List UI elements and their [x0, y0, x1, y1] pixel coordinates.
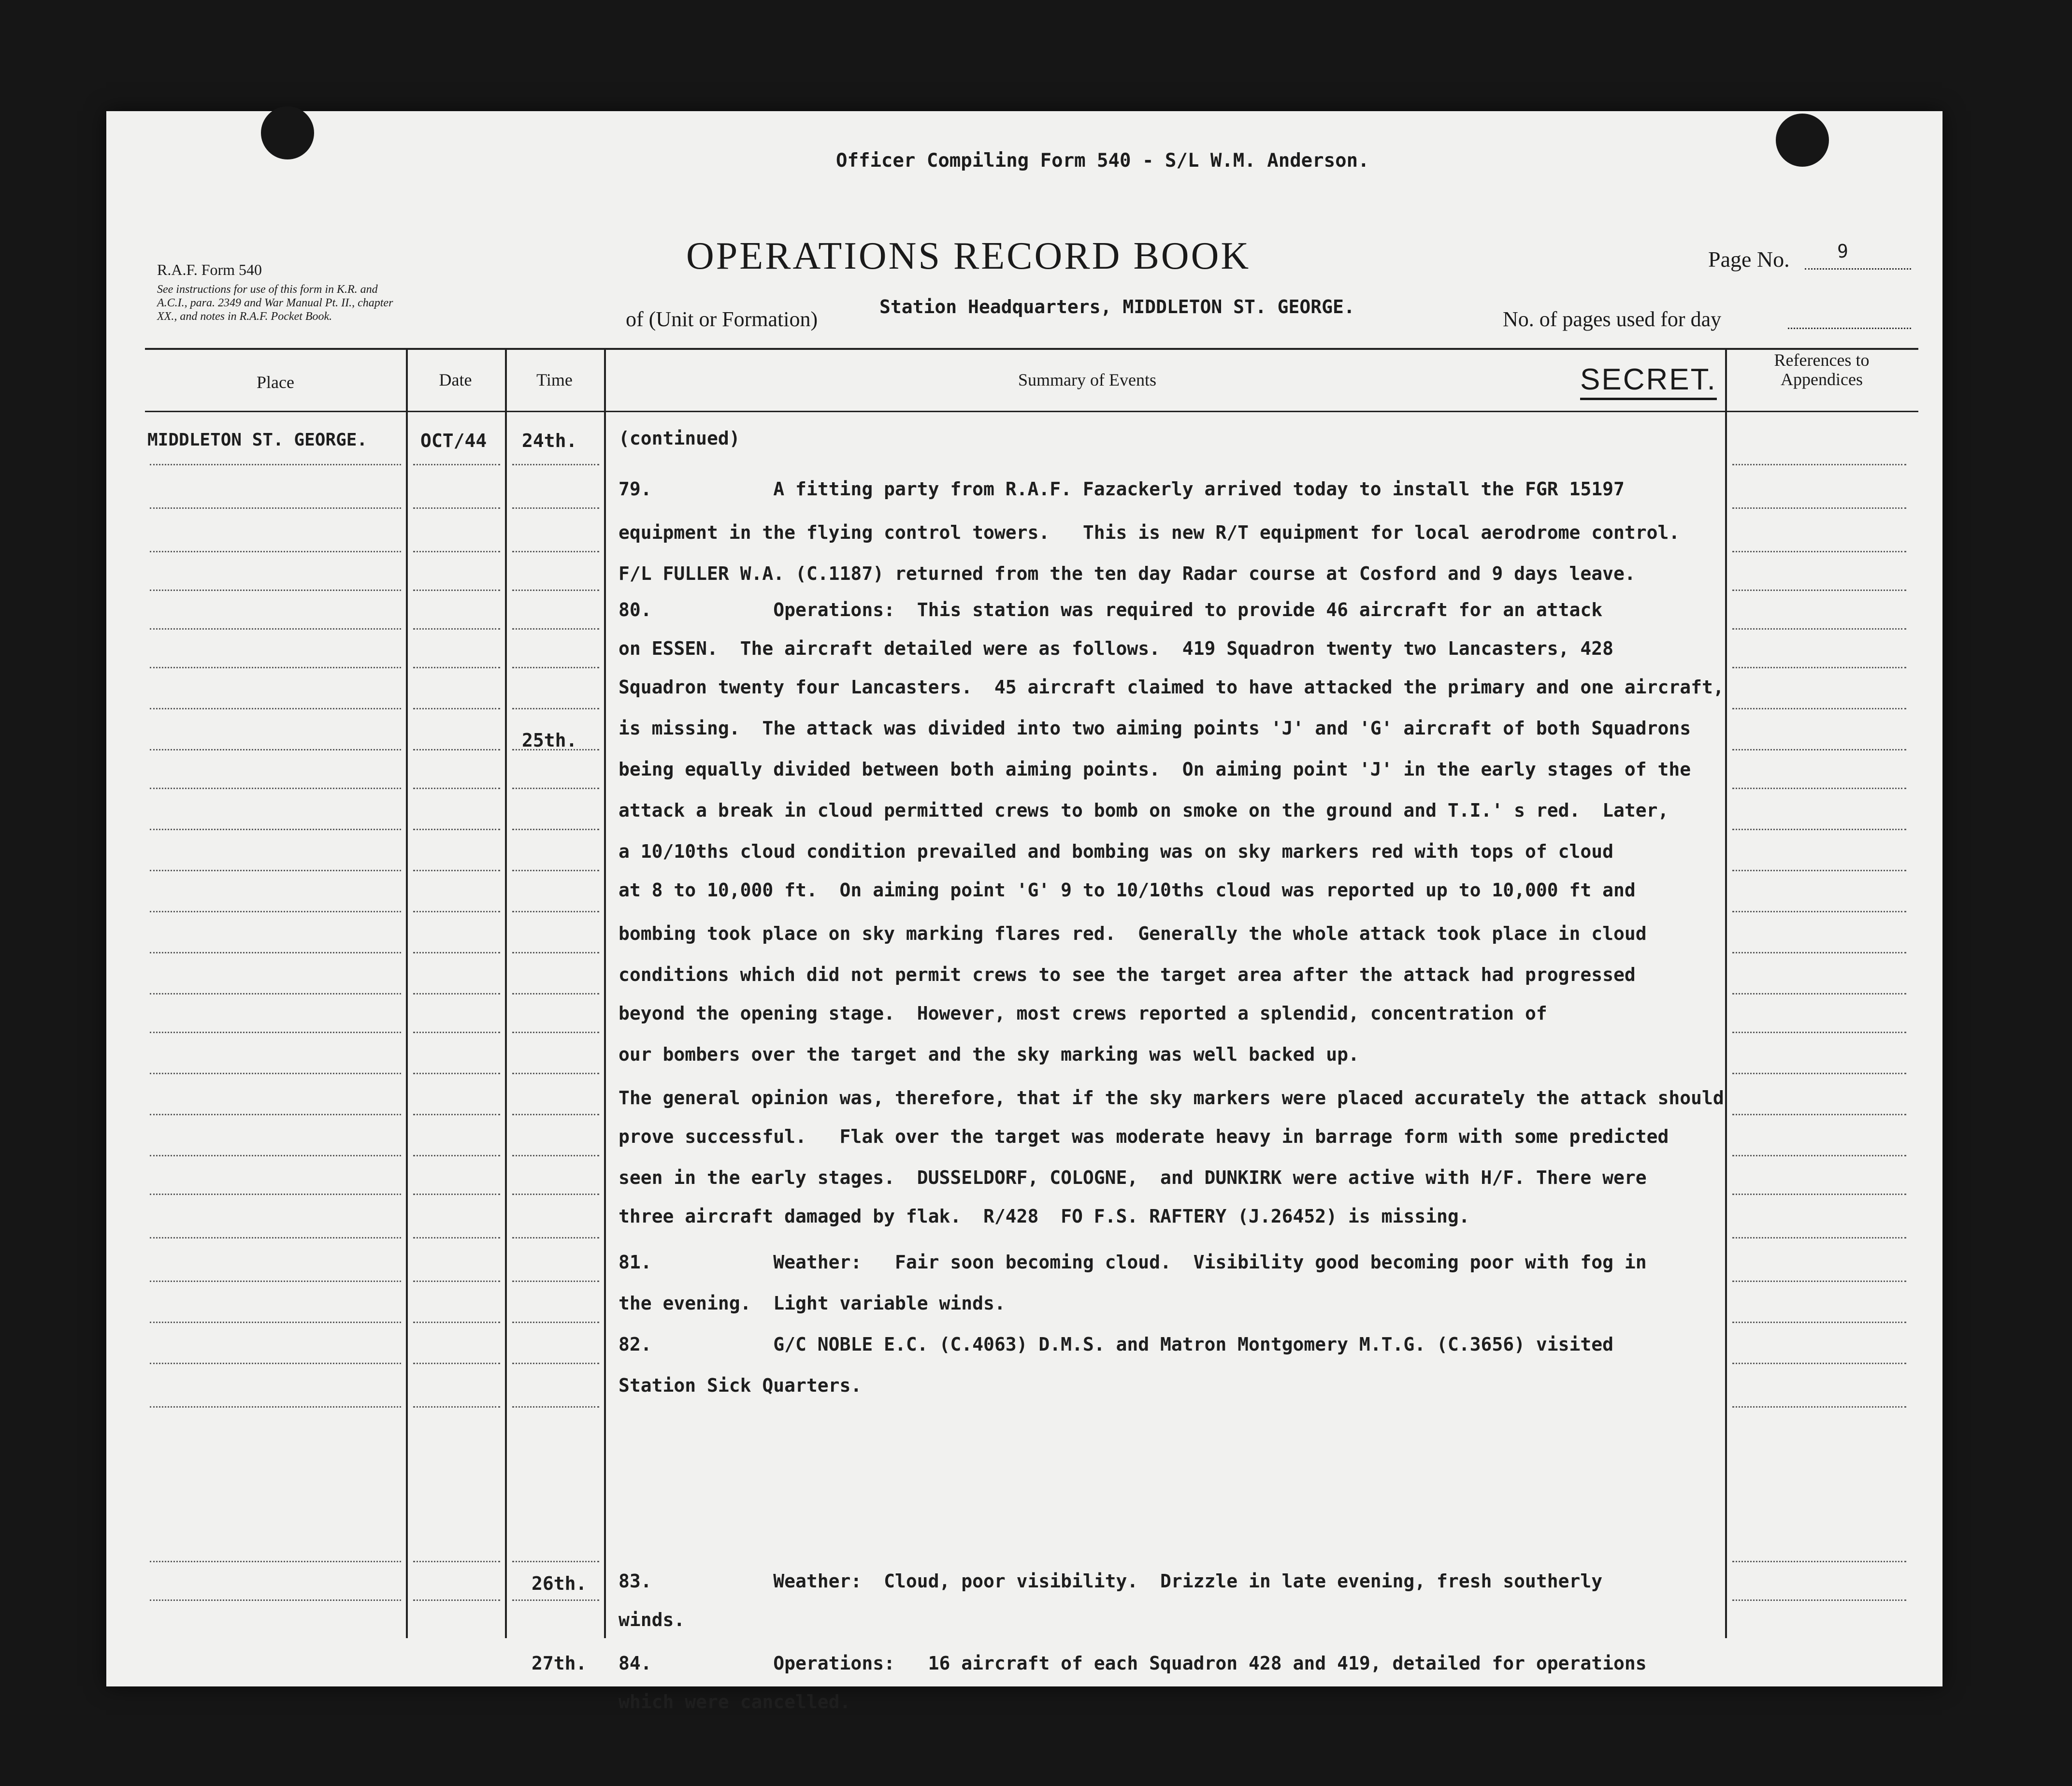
ruled-line [512, 590, 599, 591]
ruled-line [150, 628, 401, 630]
summary-line: prove successful. Flak over the target was moderate heavy in barrage form with some predicted [619, 1126, 1669, 1147]
header-date: Date [439, 370, 472, 389]
ruled-line [512, 1155, 599, 1156]
ruled-line [1732, 590, 1906, 591]
ruled-line [413, 1237, 500, 1239]
summary-line: equipment in the flying control towers. This is new R/T equipment for local aerodrome control. [619, 522, 1680, 543]
ruled-line [512, 464, 599, 465]
ruled-line [150, 788, 401, 789]
time-cell-26: 26th. [532, 1573, 587, 1594]
ruled-line [150, 1599, 401, 1601]
ruled-line [150, 1194, 401, 1195]
summary-line: 84. Operations: 16 aircraft of each Squadron 428 and 419, detailed for operations [619, 1653, 1647, 1674]
summary-line: 81. Weather: Fair soon becoming cloud. Visibility good becoming poor with fog in [619, 1252, 1647, 1273]
ruled-line [413, 749, 500, 750]
ruled-line [413, 551, 500, 552]
col-rule-summary [604, 348, 606, 1638]
ruled-line [150, 952, 401, 953]
ruled-line [1732, 1237, 1906, 1239]
events-table [145, 348, 1918, 1713]
ruled-line [413, 708, 500, 709]
ruled-line [1732, 952, 1906, 953]
ruled-line [150, 1363, 401, 1364]
ruled-line [1732, 1032, 1906, 1033]
ruled-line [1732, 551, 1906, 552]
summary-line: seen in the early stages. DUSSELDORF, COLOGNE, and DUNKIRK were active with H/F. There were [619, 1167, 1647, 1188]
ruled-line [150, 507, 401, 509]
ruled-line [413, 1155, 500, 1156]
ruled-line [1732, 1599, 1906, 1601]
ruled-line [413, 1281, 500, 1282]
ruled-line [413, 870, 500, 871]
ruled-line [150, 1237, 401, 1239]
ruled-line [413, 590, 500, 591]
summary-line: which were cancelled. [619, 1691, 851, 1713]
time-cell-24: 24th. [522, 430, 577, 451]
summary-line: bombing took place on sky marking flares red. Generally the whole attack took place in cloud [619, 923, 1647, 944]
summary-line: the evening. Light variable winds. [619, 1293, 1006, 1314]
summary-line: our bombers over the target and the sky marking was well backed up. [619, 1044, 1359, 1065]
ruled-line [150, 1406, 401, 1408]
ruled-line [150, 1073, 401, 1074]
ruled-line [150, 870, 401, 871]
ruled-line [512, 870, 599, 871]
ruled-line [1732, 829, 1906, 830]
ruled-line [512, 788, 599, 789]
ruled-line [1732, 1194, 1906, 1195]
ruled-line [1732, 911, 1906, 912]
ruled-line [413, 1363, 500, 1364]
ruled-line [1732, 1281, 1906, 1282]
ruled-line [1732, 464, 1906, 465]
time-cell-27: 27th. [532, 1653, 587, 1674]
punch-hole-right [1776, 114, 1829, 167]
secret-stamp: SECRET. [1580, 362, 1717, 400]
ruled-line [512, 1561, 599, 1562]
place-cell: MIDDLETON ST. GEORGE. [147, 430, 368, 450]
ruled-line [150, 1114, 401, 1115]
summary-line: beyond the opening stage. However, most crews reported a splendid, concentration of [619, 1003, 1547, 1024]
unit-value: Station Headquarters, MIDDLETON ST. GEORGE. [879, 296, 1355, 317]
summary-line: on ESSEN. The aircraft detailed were as follows. 419 Squadron twenty two Lancasters, 428 [619, 638, 1614, 659]
form-instructions: See instructions for use of this form in K.R. and A.C.I., para. 2349 and War Manual Pt. II., chapter XX., and notes in R.A.F. Pocket Book. [157, 283, 393, 323]
ruled-line [512, 551, 599, 552]
summary-line: is missing. The attack was divided into two aiming points 'J' and 'G' aircraft of both Squadrons [619, 718, 1691, 739]
summary-line: three aircraft damaged by flak. R/428 FO F.S. RAFTERY (J.26452) is missing. [619, 1206, 1470, 1227]
summary-line: 79. A fitting party from R.A.F. Fazackerly arrived today to install the FGR 15197 [619, 478, 1625, 500]
summary-line: 80. Operations: This station was required to provide 46 aircraft for an attack [619, 599, 1603, 620]
summary-line: 82. G/C NOBLE E.C. (C.4063) D.M.S. and Matron Montgomery M.T.G. (C.3656) visited [619, 1334, 1614, 1355]
ruled-line [150, 829, 401, 830]
time-cell-25: 25th. [522, 730, 577, 751]
ruled-line [512, 708, 599, 709]
ruled-line [1732, 1114, 1906, 1115]
ruled-line [150, 1032, 401, 1033]
pages-used-line [1788, 328, 1911, 329]
summary-line: 83. Weather: Cloud, poor visibility. Drizzle in late evening, fresh southerly [619, 1570, 1603, 1592]
ruled-line [512, 1363, 599, 1364]
ruled-line [413, 788, 500, 789]
summary-line: being equally divided between both aiming points. On aiming point 'J' in the early stages of the [619, 759, 1691, 780]
ruled-line [413, 911, 500, 912]
punch-hole-left [261, 106, 314, 159]
ruled-line [413, 1599, 500, 1601]
ruled-line [413, 1406, 500, 1408]
ruled-line [1732, 667, 1906, 668]
ruled-line [413, 952, 500, 953]
ruled-line [413, 829, 500, 830]
ruled-line [413, 464, 500, 465]
ruled-line [413, 1322, 500, 1323]
ruled-line [413, 993, 500, 994]
summary-line: The general opinion was, therefore, that if the sky markers were placed accurately the attack should [619, 1087, 1724, 1109]
ruled-line [1732, 870, 1906, 871]
page-number-line [1805, 268, 1911, 270]
ruled-line [1732, 1155, 1906, 1156]
ruled-line [150, 1281, 401, 1282]
ruled-line [150, 749, 401, 750]
page-title: OPERATIONS RECORD BOOK [686, 235, 1251, 277]
table-top-rule [145, 348, 1918, 350]
ruled-line [512, 1073, 599, 1074]
header-place: Place [257, 373, 294, 392]
ruled-line [512, 952, 599, 953]
ruled-line [413, 507, 500, 509]
pages-used-label: No. of pages used for day [1503, 307, 1722, 331]
ruled-line [413, 1194, 500, 1195]
ruled-line [1732, 1561, 1906, 1562]
ruled-line [413, 628, 500, 630]
ruled-line [512, 993, 599, 994]
ruled-line [150, 911, 401, 912]
ruled-line [1732, 1406, 1906, 1408]
page-number-label: Page No. [1708, 247, 1790, 272]
ruled-line [150, 551, 401, 552]
header-summary: Summary of Events [1018, 370, 1156, 389]
summary-line: at 8 to 10,000 ft. On aiming point 'G' 9 to 10/10ths cloud was reported up to 10,000 ft and [619, 879, 1636, 901]
ruled-line [150, 464, 401, 465]
ruled-line [512, 1281, 599, 1282]
ruled-line [150, 1561, 401, 1562]
page-number-value: 9 [1837, 241, 1848, 262]
summary-line: a 10/10ths cloud condition prevailed and bombing was on sky markers red with tops of cloud [619, 841, 1614, 862]
ruled-line [1732, 749, 1906, 750]
ruled-line [512, 1032, 599, 1033]
summary-line: Squadron twenty four Lancasters. 45 aircraft claimed to have attacked the primary and one aircraft, [619, 677, 1724, 698]
ruled-line [512, 1322, 599, 1323]
ruled-line [413, 1032, 500, 1033]
ruled-line [512, 507, 599, 509]
table-header-rule [145, 411, 1918, 412]
header-references: References to Appendices [1774, 350, 1870, 389]
summary-line: winds. [619, 1609, 685, 1630]
ruled-line [512, 749, 599, 750]
ruled-line [512, 1237, 599, 1239]
ruled-line [1732, 507, 1906, 509]
col-rule-references [1725, 348, 1727, 1638]
record-sheet [106, 111, 1942, 1713]
ruled-line [512, 1114, 599, 1115]
ruled-line [1732, 788, 1906, 789]
ruled-line [512, 911, 599, 912]
date-cell: OCT/44 [420, 430, 487, 451]
ruled-line [512, 1406, 599, 1408]
officer-compiling: Officer Compiling Form 540 - S/L W.M. Anderson. [836, 150, 1369, 172]
col-rule-date [406, 348, 408, 1638]
ruled-line [512, 628, 599, 630]
ruled-line [512, 667, 599, 668]
ruled-line [413, 667, 500, 668]
col-rule-time [505, 348, 507, 1638]
ruled-line [150, 993, 401, 994]
ruled-line [1732, 628, 1906, 630]
ruled-line [150, 667, 401, 668]
ruled-line [150, 590, 401, 591]
ruled-line [512, 829, 599, 830]
header-time: Time [536, 370, 573, 389]
ruled-line [150, 1322, 401, 1323]
ruled-line [413, 1114, 500, 1115]
ruled-line [512, 1194, 599, 1195]
ruled-line [413, 1073, 500, 1074]
ruled-line [1732, 1363, 1906, 1364]
ruled-line [150, 708, 401, 709]
ruled-line [1732, 708, 1906, 709]
ruled-line [512, 1599, 599, 1601]
ruled-line [1732, 993, 1906, 994]
summary-line: Station Sick Quarters. [619, 1375, 862, 1396]
ruled-line [150, 1155, 401, 1156]
summary-line: (continued) [619, 428, 740, 449]
ruled-line [413, 1561, 500, 1562]
unit-label: of (Unit or Formation) [626, 307, 818, 331]
ruled-line [1732, 1322, 1906, 1323]
summary-line: conditions which did not permit crews to see the target area after the attack had progressed [619, 964, 1636, 985]
summary-line: F/L FULLER W.A. (C.1187) returned from the ten day Radar course at Cosford and 9 days leave. [619, 563, 1636, 584]
form-number: R.A.F. Form 540 [157, 261, 262, 278]
ruled-line [1732, 1073, 1906, 1074]
summary-line: attack a break in cloud permitted crews to bomb on smoke on the ground and T.I.' s red. Later, [619, 800, 1669, 821]
